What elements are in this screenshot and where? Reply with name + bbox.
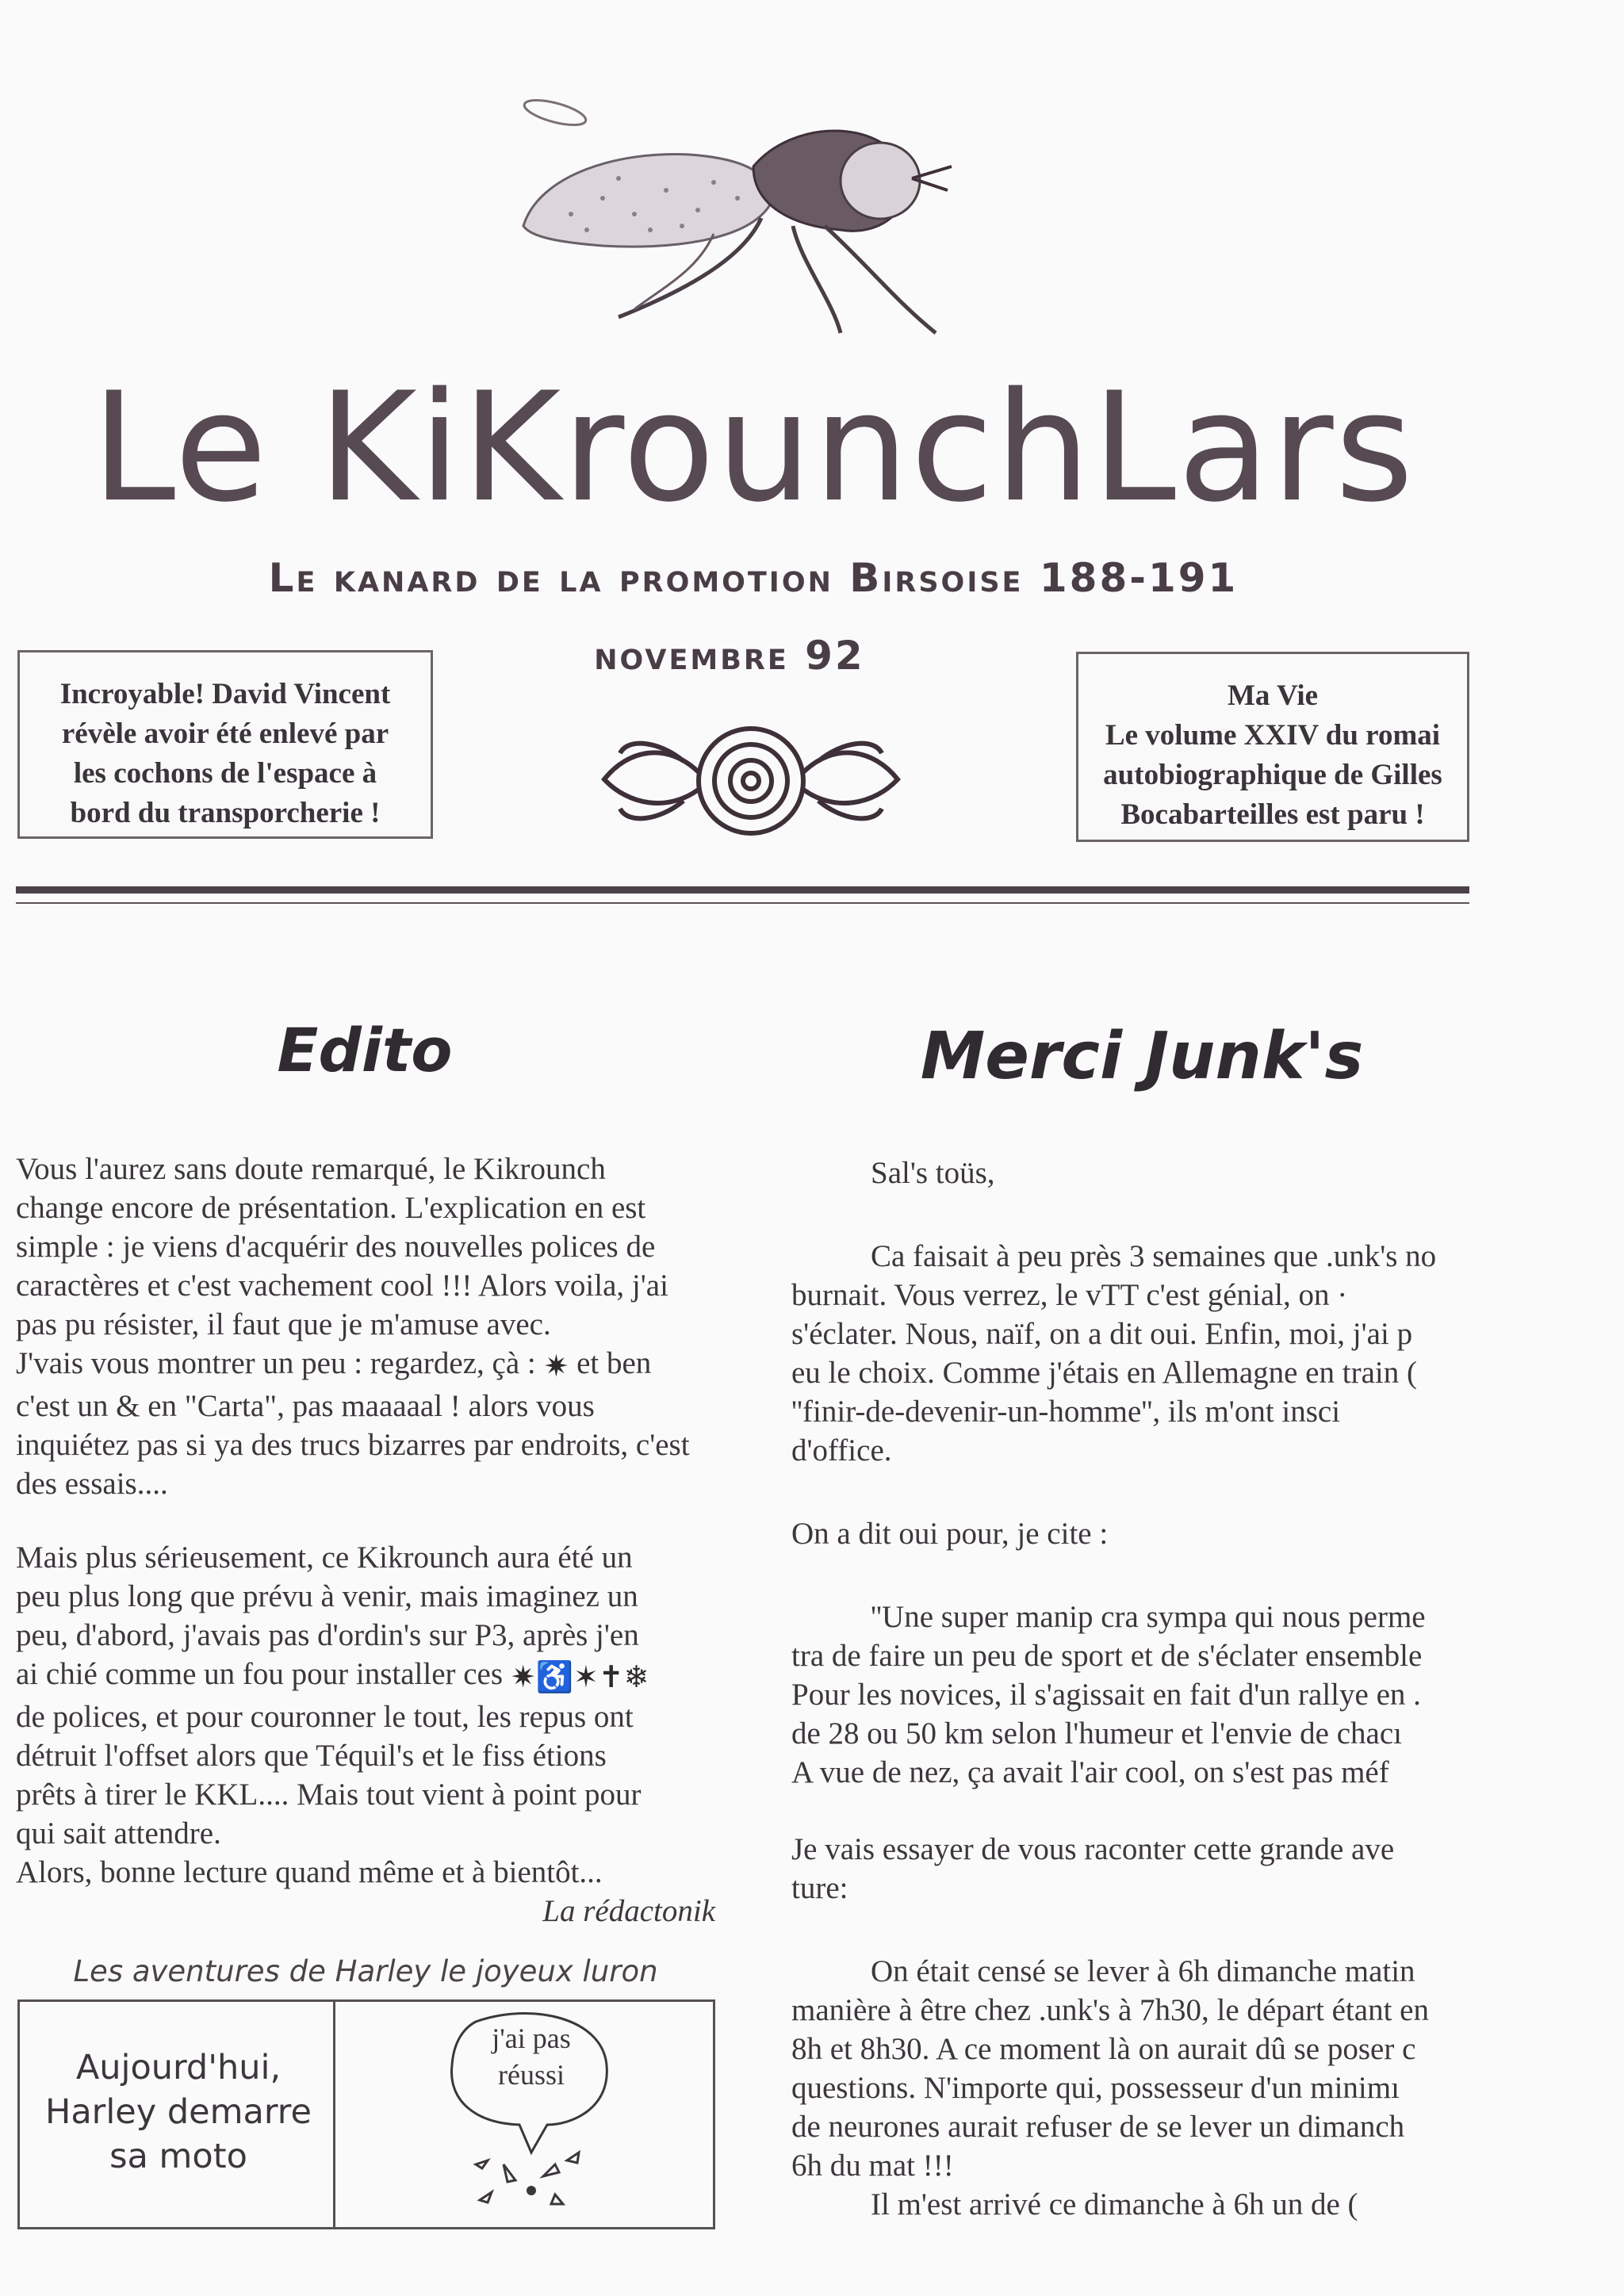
merci-line: s'éclater. Nous, naïf, on a dit oui. Enfin, moi, j'ai p: [791, 1317, 1413, 1351]
merci-line: 8h et 8h30. A ce moment là on aurait dû se poser c: [791, 2032, 1416, 2066]
merci-line: ture:: [791, 1871, 848, 1905]
edito-line: des essais....: [16, 1467, 168, 1501]
issue-date: novembre 92: [594, 633, 865, 679]
edito-line: [16, 1655, 715, 1697]
merci-line: de 28 ou 50 km selon l'humeur et l'envie de chacı: [791, 1716, 1403, 1751]
edito-line: qui sait attendre.: [16, 1816, 221, 1850]
merci-line: questions. N'importe qui, possesseur d'un minimı: [791, 2071, 1400, 2105]
edito-line: peu, d'abord, j'avais pas d'ordin's sur P3, après j'en: [16, 1618, 639, 1652]
box-line: Incroyable! David Vincent: [59, 678, 391, 710]
speech-bubble-text: [464, 2020, 599, 2093]
edito-line: [16, 1344, 715, 1387]
edito-line: prêts à tirer le KKL.... Mais tout vient à point pour: [16, 1777, 642, 1812]
merci-line: Sal's toüs,: [871, 1156, 995, 1190]
merci-line: eu le choix. Comme j'étais en Allemagne en train (: [791, 1356, 1417, 1390]
merci-line: On a dit oui pour, je cite :: [791, 1517, 1109, 1551]
box-line: Le volume XXIV du romai: [1105, 719, 1441, 752]
edito-text: et ben: [576, 1346, 652, 1380]
header-divider-thin: [16, 902, 1469, 904]
panel-line: Harley demarre: [45, 2092, 312, 2132]
merci-line: Ca faisait à peu près 3 semaines que .unk's no: [871, 1239, 1437, 1273]
edito-signature: La rédactonik: [542, 1894, 715, 1928]
merci-line: Je vais essayer de vous raconter cette grande ave: [791, 1832, 1395, 1866]
newspaper-title: Le KiKrounchLars: [91, 360, 1415, 535]
star-burst-icon: ✷: [543, 1350, 569, 1383]
panel-line: Aujourd'hui,: [75, 2048, 282, 2087]
box-line: autobiographique de Gilles: [1103, 759, 1442, 791]
merci-line: burnait. Vous verrez, le vTT c'est génial, on ·: [791, 1278, 1348, 1312]
merci-line: manière à être chez .unk's à 7h30, le départ étant en: [791, 1993, 1429, 2027]
merci-line: de neurones aurait refuser de se lever un dimanch: [791, 2110, 1405, 2144]
merci-column: [791, 1154, 1467, 2224]
comic-caption: Les aventures de Harley le joyeux luron: [73, 1954, 658, 1988]
merci-line: d'office.: [791, 1433, 892, 1468]
comic-panel-1-text: [32, 2045, 325, 2179]
edito-line: Mais plus sérieusement, ce Kikrounch aura été un: [16, 1540, 633, 1575]
merci-line: Il m'est arrivé ce dimanche à 6h un de (: [871, 2187, 1358, 2221]
box-line: Ma Vie: [1227, 679, 1319, 712]
merci-line: ''finir-de-devenir-un-homme'', ils m'ont insci: [791, 1395, 1341, 1429]
edito-line: Alors, bonne lecture quand même et à bientôt...: [16, 1855, 603, 1889]
edito-line: peu plus long que prévu à venir, mais imaginez un: [16, 1579, 638, 1613]
bubble-line: j'ai pas: [492, 2022, 571, 2054]
edito-line: Vous l'aurez sans doute remarqué, le Kikrounch: [16, 1152, 606, 1186]
edito-line: détruit l'offset alors que Téquil's et le fiss étions: [16, 1739, 607, 1773]
fly-illustration-icon: [508, 79, 983, 349]
box-line: les cochons de l'espace à: [73, 757, 377, 790]
comic-panel-divider: [333, 1999, 335, 2229]
panel-line: sa moto: [109, 2137, 247, 2176]
edito-column: [16, 1150, 715, 1931]
edito-heading: Edito: [277, 1015, 453, 1085]
merci-line: 6h du mat !!!: [791, 2149, 954, 2183]
news-box-right: [1076, 652, 1469, 842]
newspaper-subtitle: Le kanard de la promotion Birsoise 188-191: [268, 555, 1239, 601]
box-line: Bocabarteilles est paru !: [1120, 798, 1425, 831]
edito-line: simple : je viens d'acquérir des nouvelles polices de: [16, 1230, 656, 1264]
edito-text: J'vais vous montrer un peu : regardez, çà :: [16, 1346, 536, 1380]
edito-line: change encore de présentation. L'explication en est: [16, 1191, 646, 1225]
merci-line: Pour les novices, il s'agissait en fait d'un rallye en .: [791, 1678, 1421, 1712]
merci-line: A vue de nez, ça avait l'air cool, on s'est pas méf: [791, 1755, 1389, 1789]
edito-line: c'est un & en "Carta", pas maaaaal ! alors vous: [16, 1389, 595, 1423]
header-divider: [16, 886, 1469, 894]
box-line: bord du transporcherie !: [70, 797, 381, 829]
edito-text: ai chié comme un fou pour installer ces: [16, 1657, 504, 1691]
merci-heading: Merci Junk's: [920, 1019, 1364, 1094]
merci-line: On était censé se lever à 6h dimanche matin: [871, 1954, 1415, 1988]
rose-ornament-icon: [596, 718, 906, 844]
edito-line: caractères et c'est vachement cool !!! Alors voila, j'ai: [16, 1269, 668, 1303]
dingbats-icon: ✷♿✶✝❄: [510, 1661, 649, 1694]
edito-line: pas pu résister, il faut que je m'amuse avec.: [16, 1307, 551, 1341]
news-box-left: [17, 650, 433, 839]
merci-line: tra de faire un peu de sport et de s'éclater ensemble: [791, 1639, 1423, 1673]
box-line: révèle avoir été enlevé par: [61, 718, 389, 750]
merci-line: ''Une super manip cra sympa qui nous perme: [871, 1600, 1426, 1634]
edito-line: de polices, et pour couronner le tout, les repus ont: [16, 1700, 634, 1734]
edito-line: inquiétez pas si ya des trucs bizarres par endroits, c'est: [16, 1428, 690, 1462]
bubble-line: réussi: [498, 2059, 565, 2091]
